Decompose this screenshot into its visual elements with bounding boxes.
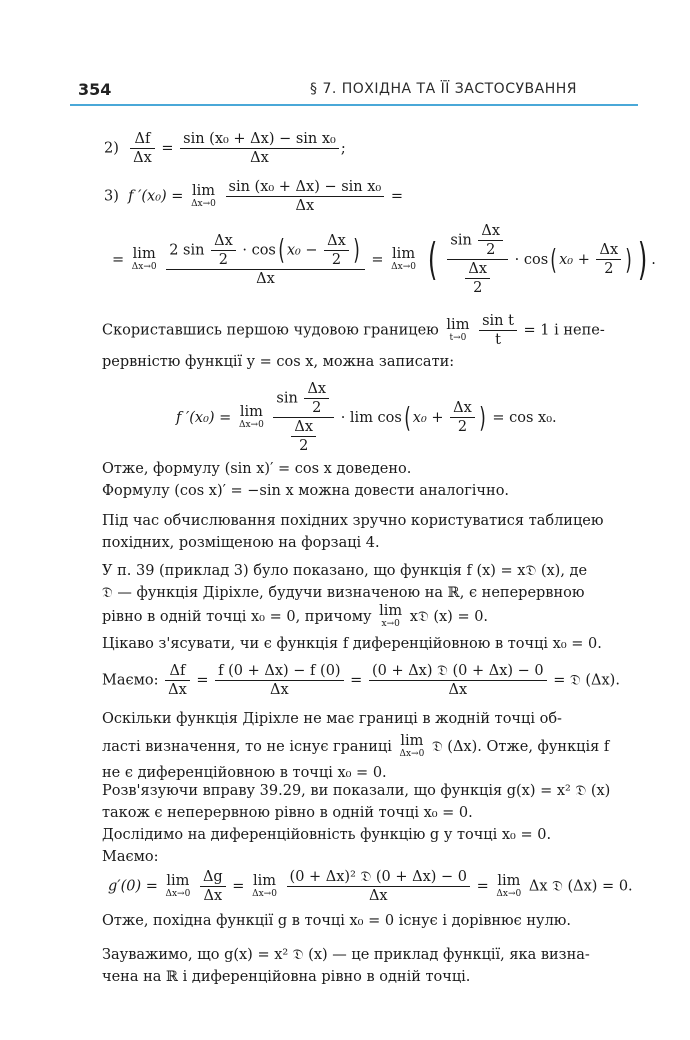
lim-text: lim	[400, 733, 424, 749]
numerator: (0 + Δx)² 𝔇 (0 + Δx) − 0	[287, 868, 471, 887]
lim-subscript: Δx→0	[391, 261, 416, 272]
denominator: Δx	[203, 888, 223, 905]
limit	[496, 874, 521, 900]
lim-text: lim	[239, 403, 263, 420]
text-line: 𝔇 — функція Діріхле, будучи визначеною на ℝ, є неперервною	[102, 585, 585, 601]
fraction	[215, 662, 343, 699]
derivative-lhs: f ′(x₀) =	[128, 188, 184, 205]
numerator: sin t	[479, 312, 517, 331]
numerator	[273, 380, 334, 418]
text-line: Дослідимо на диференційовність функцію g у точці x₀ = 0.	[102, 827, 552, 843]
fraction	[304, 380, 329, 417]
numerator: Δx	[291, 418, 316, 437]
limit	[191, 184, 216, 210]
text-line: Формулу (cos x)′ = −sin x можна довести аналогічно.	[102, 483, 510, 499]
text-line: не є диференційовною в точці x₀ = 0.	[102, 764, 387, 781]
lim-subscript: Δx→0	[191, 198, 216, 209]
text-line: також є неперервною рівно в одній точці x₀ = 0.	[102, 805, 473, 821]
limit	[239, 405, 264, 431]
big-paren-open: (	[427, 233, 437, 285]
denominator: Δx	[256, 270, 275, 287]
item-label: 2)	[104, 140, 119, 157]
sin-text: sin	[276, 390, 298, 407]
lim-subscript: Δx→0	[252, 888, 277, 899]
lim-text: lim	[166, 872, 190, 889]
text-line: похідних, розміщеною на форзаці 4.	[102, 535, 380, 551]
lim-text: lim	[497, 872, 521, 889]
paragraph-g-result	[102, 910, 638, 932]
denominator: 2	[604, 261, 614, 278]
lim-text: lim	[379, 603, 403, 619]
numerator: Δx	[450, 399, 475, 418]
paragraph-dirichlet	[102, 560, 638, 630]
numerator: Δx	[465, 260, 490, 279]
denominator: 2	[473, 280, 483, 297]
paren-close: )	[625, 242, 632, 276]
big-paren-close: )	[637, 233, 648, 285]
limit	[379, 604, 402, 630]
text-line: Цікаво з'ясувати, чи є функція f диференційовною в точці x₀ = 0.	[102, 636, 602, 652]
lim-subscript: Δx→0	[165, 888, 191, 899]
fraction	[180, 130, 339, 167]
paren-open: (	[404, 400, 411, 434]
fraction	[211, 232, 236, 269]
fraction	[273, 380, 334, 456]
denominator: Δx	[250, 150, 269, 167]
x0-text: x₀ +	[559, 251, 590, 268]
numerator: sin (x₀ + Δx) − sin x₀	[180, 130, 339, 149]
denominator: 2	[312, 400, 322, 417]
paren-close: )	[479, 400, 486, 434]
text: Δx 𝔇 (Δx) = 0.	[528, 878, 633, 895]
lim-text: lim	[132, 245, 156, 262]
paren-open: (	[278, 233, 285, 267]
lim-subscript: Δx→0	[496, 888, 522, 899]
derivative-lhs: g′(0) =	[108, 878, 158, 895]
numerator: Δf	[165, 662, 190, 681]
limit	[165, 874, 190, 900]
text: = 𝔇 (Δx).	[553, 672, 620, 689]
page-number: 354	[78, 80, 112, 99]
paragraph-first-limit	[102, 312, 605, 349]
punctuation: ;	[340, 140, 346, 157]
lim-text: lim	[392, 245, 416, 262]
equals: =	[112, 251, 125, 268]
fraction	[324, 232, 349, 269]
section-title: § 7. ПОХІДНА ТА ЇЇ ЗАСТОСУВАННЯ	[310, 81, 577, 97]
text: = cos x₀.	[492, 409, 557, 426]
text-line: Маємо:	[102, 849, 159, 865]
text-line: Зауважимо, що g(x) = x² 𝔇 (x) — це приклад функції, яка визна-	[102, 947, 590, 963]
limit	[252, 874, 277, 900]
denominator: 2	[218, 251, 229, 268]
denominator: 2	[457, 419, 468, 436]
text-line: Отже, формулу (sin x)′ = cos x доведено.	[102, 461, 412, 477]
paragraph-function-g	[102, 780, 638, 868]
limit	[132, 247, 157, 273]
fraction	[596, 241, 621, 278]
text-line: У п. 39 (приклад 3) було показано, що функція f (x) = x𝔇 (x), де	[102, 563, 588, 579]
denominator: Δx	[168, 682, 187, 699]
paren-open: (	[550, 242, 557, 276]
fraction	[130, 130, 155, 167]
text-line: чена на ℝ і диференційовна рівно в одній точці.	[102, 969, 471, 985]
denominator: Δx	[295, 198, 315, 215]
numerator: Δx	[324, 232, 349, 251]
numerator: Δg	[200, 868, 226, 887]
numerator: f (0 + Δx) − f (0)	[215, 662, 343, 681]
lim-text: lim	[446, 316, 470, 333]
sin-text: 2 sin	[169, 242, 205, 259]
lim-text: lim	[252, 872, 277, 889]
formula-derivative-sin	[176, 380, 557, 456]
numerator: Δx	[211, 232, 236, 251]
lim-subscript: Δx→0	[399, 748, 425, 759]
text-line: Оскільки функція Діріхле не має границі в жодній точці об-	[102, 711, 562, 727]
cos-text: · cos	[514, 251, 549, 268]
text: Скориставшись першою чудовою границею	[102, 322, 439, 339]
text-line: Під час обчислювання похідних зручно користуватися таблицею	[102, 513, 604, 529]
denominator: Δx	[133, 150, 152, 167]
paragraph-conclusion	[102, 458, 638, 502]
numerator: (0 + Δx) 𝔇 (0 + Δx) − 0	[369, 662, 547, 681]
denominator	[447, 260, 508, 297]
x0-text: x₀ +	[412, 409, 444, 426]
formula-g-derivative: g′(0) = lim Δx→0 $\frac{\Delta g}{\Delta x}$ = lim Δx→0 (0 + Δx)² 𝔇 (0 + Δx) − 0 Δx = lim Δx→0 Δx 𝔇 (Δx) = 0.	[108, 869, 633, 905]
header-rule	[70, 104, 638, 106]
fraction	[166, 232, 365, 288]
paragraph-remark	[102, 944, 638, 988]
limit	[446, 318, 469, 344]
paragraph-table-note	[102, 510, 638, 554]
derivative-lhs: f ′(x₀) =	[176, 409, 232, 426]
numerator: Δf	[130, 130, 155, 149]
numerator: Δx	[478, 222, 503, 241]
item-label: 3)	[104, 188, 119, 205]
denominator: t	[495, 332, 501, 349]
fraction	[450, 399, 475, 436]
numerator: sin (x₀ + Δx) − sin x₀	[226, 178, 385, 197]
lim-subscript: Δx→0	[131, 261, 157, 272]
denominator	[273, 418, 334, 455]
item-2-formula: 2) $\frac{\Delta f}{\Delta x}$ = $\frac{\text{sin (x₀ + Δx) − sin x₀}}{\Delta x}$ ;	[104, 131, 346, 167]
lim-subscript: t→0	[449, 332, 467, 343]
fraction	[165, 662, 190, 699]
fraction	[291, 418, 316, 455]
fraction	[226, 178, 385, 215]
text-line: Отже, похідна функції g в точці x₀ = 0 існує і дорівнює нулю.	[102, 913, 572, 929]
fraction	[478, 222, 503, 259]
text: 𝔇 (Δx). Отже, функція f	[431, 738, 610, 755]
numerator: Δx	[304, 380, 329, 399]
denominator: Δx	[448, 682, 468, 699]
lim-subscript: Δx→0	[238, 419, 264, 430]
lim-subscript: x→0	[381, 618, 400, 629]
limit	[399, 734, 424, 760]
text: x𝔇 (x) = 0.	[409, 608, 489, 625]
numerator	[166, 232, 365, 270]
numerator: Δx	[596, 241, 621, 260]
text: · lim cos	[340, 409, 402, 426]
punctuation: .	[651, 251, 656, 268]
denominator: 2	[299, 438, 309, 455]
denominator: Δx	[270, 682, 289, 699]
cos-text: · cos	[242, 242, 276, 259]
formula-dirichlet-diff: Маємо: $\frac{\Delta f}{\Delta x}$ = $\frac{f (0 + \Delta x) - f (0)}{\Delta x}$ = (0 + Δx) 𝔇 (0 + Δx) − 0 Δx = 𝔇 (Δx).	[102, 663, 620, 699]
equals: =	[390, 188, 404, 205]
lim-text: lim	[191, 182, 215, 199]
text: ласті визначення, то не існує границі	[102, 738, 392, 755]
x0-text: x₀ −	[286, 242, 318, 259]
equals: =	[371, 251, 384, 268]
denominator: 2	[486, 242, 496, 259]
fraction	[369, 662, 547, 699]
text-line	[102, 604, 638, 630]
text: Маємо:	[102, 672, 159, 689]
item-3-line-2	[112, 222, 656, 298]
text: = 1 і непе-	[523, 322, 605, 339]
numerator	[447, 222, 508, 260]
text: рівно в одній точці x₀ = 0, причому	[102, 608, 372, 625]
paren-close: )	[353, 233, 360, 267]
denominator: Δx	[368, 888, 388, 905]
fraction	[479, 312, 517, 349]
page-header	[70, 78, 638, 108]
text-line: Розв'язуючи вправу 39.29, ви показали, що функція g(x) = x² 𝔇 (x)	[102, 783, 611, 799]
fraction	[447, 222, 508, 298]
text-line: рервністю функції y = cos x, можна записати:	[102, 354, 455, 370]
paragraph-not-differentiable	[102, 708, 638, 784]
limit	[391, 247, 416, 273]
item-3-formula	[104, 178, 403, 215]
fraction	[465, 260, 490, 297]
denominator: 2	[331, 251, 342, 268]
fraction	[200, 868, 226, 905]
sin-text: sin	[450, 232, 472, 249]
fraction	[287, 868, 471, 905]
text-line	[102, 734, 638, 760]
